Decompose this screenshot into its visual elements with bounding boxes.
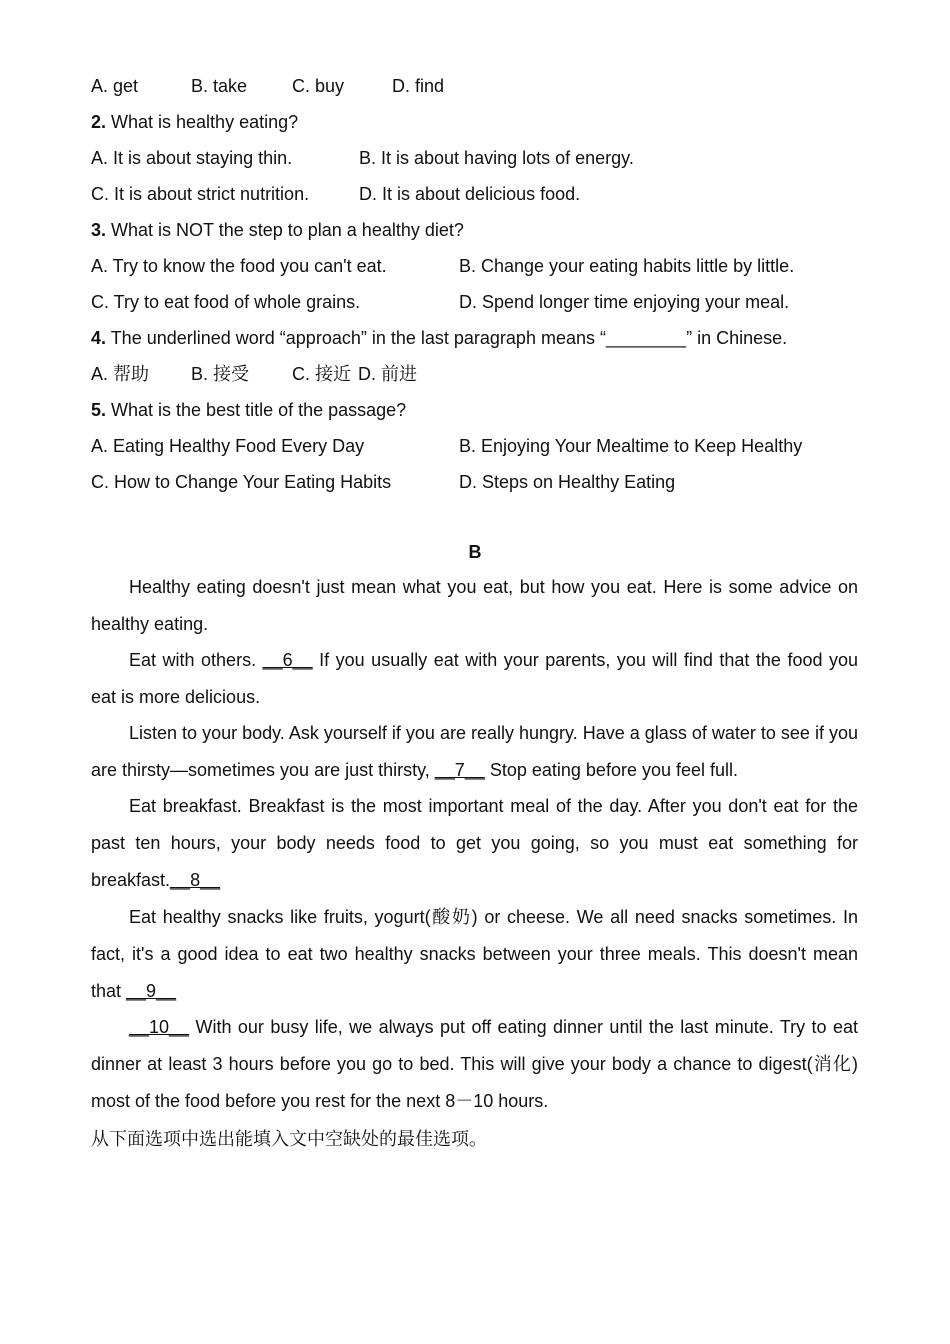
p6-text-after: With our busy life, we always put off eating dinner until the last minute. Try to eat dinner at least 3 hours before you go to bed. This will give your body a chance to digest(消化) most of the food before you rest for the next 8－10 hours. [91, 1017, 858, 1111]
p5-text-before: Eat healthy snacks like fruits, yogurt(酸奶) or cheese. We all need snacks sometimes. In fact, it's a good idea to eat two healthy snacks between your three meals. This doesn't mean that [91, 907, 858, 1001]
instruction-text: 从下面选项中选出能填入文中空缺处的最佳选项。 [91, 1129, 487, 1149]
q3-stem [91, 219, 464, 241]
q4-option-d: D. 前进 [358, 364, 418, 384]
q4-text-after: ” in Chinese. [686, 328, 788, 348]
section-b-title: B [468, 542, 482, 562]
q3-number: 3. [91, 220, 107, 240]
q5-number: 5. [91, 400, 107, 420]
q4-number: 4. [91, 328, 107, 348]
q3-option-c: C. Try to eat food of whole grains. [91, 292, 361, 312]
blank-6: __6__ [262, 650, 313, 670]
q5-option-b: B. Enjoying Your Mealtime to Keep Healthy [459, 436, 803, 456]
q1-option-d: D. find [392, 76, 445, 96]
q3-option-a: A. Try to know the food you can't eat. [91, 256, 387, 276]
q3-option-d: D. Spend longer time enjoying your meal. [459, 292, 790, 312]
q5-option-a: A. Eating Healthy Food Every Day [91, 436, 365, 456]
blank-7: __7__ [434, 760, 485, 780]
q5-text: What is the best title of the passage? [106, 400, 407, 420]
p2-text-after: If you usually eat with your parents, you will find that the food you eat is more delicious. [91, 650, 858, 707]
blank-8: __8__ [170, 870, 221, 890]
q1-option-a: A. get [91, 76, 139, 96]
q4-option-c: C. 接近 [292, 364, 352, 384]
q3-option-b: B. Change your eating habits little by little. [459, 256, 795, 276]
p2-text-before: Eat with others. [129, 650, 263, 670]
q5-option-c: C. How to Change Your Eating Habits [91, 472, 392, 492]
passage-paragraph-1: Healthy eating doesn't just mean what you eat, but how you eat. Here is some advice on healthy eating. [91, 577, 858, 634]
q2-option-a: A. It is about staying thin. [91, 148, 293, 168]
passage-paragraph-3 [91, 715, 858, 789]
q1-option-c: C. buy [292, 76, 345, 96]
q5-option-d: D. Steps on Healthy Eating [459, 472, 676, 492]
q3-text: What is NOT the step to plan a healthy diet? [106, 220, 464, 240]
blank-10: __10__ [129, 1017, 190, 1037]
q4-option-a: A. 帮助 [91, 364, 150, 384]
q5-stem [91, 399, 406, 421]
passage-paragraph-5 [91, 899, 858, 1010]
passage-paragraph-4 [91, 788, 858, 899]
p4-text-before: Eat breakfast. Breakfast is the most important meal of the day. After you don't eat for the past ten hours, your body needs food to get you going, so you must eat something for breakfast. [91, 796, 858, 890]
p3-text-after: Stop eating before you feel full. [484, 760, 739, 780]
p3-text-before: Listen to your body. Ask yourself if you are really hungry. Have a glass of water to see if you are thirsty—sometimes you are just thirsty, [91, 723, 858, 780]
q2-number: 2. [91, 112, 107, 132]
blank-9: __9__ [126, 981, 177, 1001]
q2-option-c: C. It is about strict nutrition. [91, 184, 310, 204]
q4-stem [91, 327, 787, 349]
q1-option-b: B. take [191, 76, 248, 96]
q4-blank: ________ [605, 328, 687, 348]
q2-stem [91, 111, 298, 133]
passage-paragraph-6 [91, 1009, 858, 1120]
q4-text-before: The underlined word “approach” in the last paragraph means “ [106, 328, 606, 348]
q2-option-b: B. It is about having lots of energy. [359, 148, 634, 168]
q4-option-b: B. 接受 [191, 364, 250, 384]
passage-paragraph-2 [91, 642, 858, 716]
q2-option-d: D. It is about delicious food. [359, 184, 581, 204]
q2-text: What is healthy eating? [106, 112, 299, 132]
